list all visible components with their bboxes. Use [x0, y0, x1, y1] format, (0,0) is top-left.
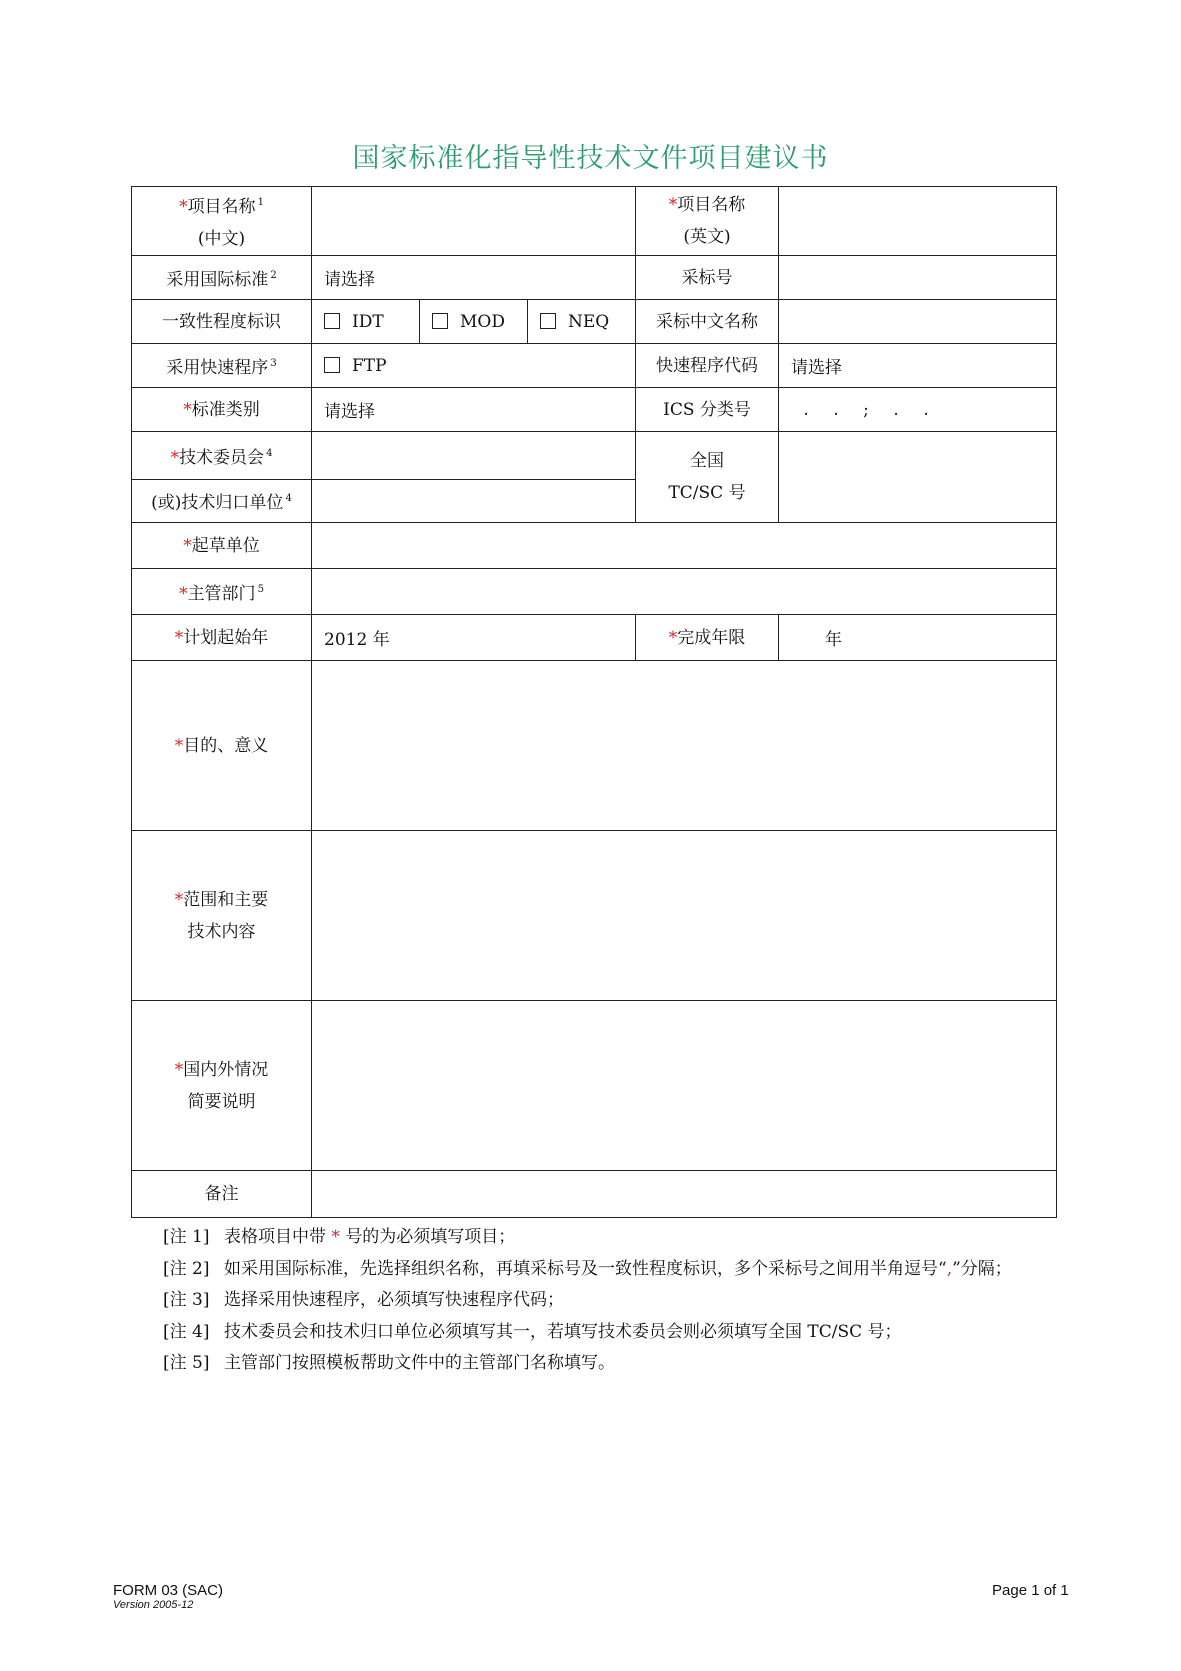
complete-year-field[interactable]: 年 [779, 615, 1057, 661]
adopt-number-field[interactable] [779, 256, 1057, 300]
row-scope [132, 831, 1057, 1001]
footer-page-number: Page 1 of 1 [992, 1582, 1069, 1599]
adopt-cn-name-field[interactable] [779, 300, 1057, 344]
footer-form-info [113, 1582, 223, 1611]
label-project-name-en: *项目名称 (英文) [636, 187, 779, 256]
label-ics: ICS 分类号 [636, 388, 779, 432]
option-neq[interactable]: NEQ [528, 300, 636, 344]
required-star: * [183, 399, 192, 420]
option-idt[interactable]: IDT [312, 300, 420, 344]
label-draft-unit: *起草单位 [132, 523, 312, 569]
tech-committee-field[interactable] [312, 432, 636, 480]
required-star: * [174, 1059, 184, 1080]
intl-standard-select[interactable]: 请选择 [312, 256, 636, 300]
label-dept: *主管部门 $^5$ [132, 569, 312, 615]
row-tech-committee [132, 432, 1057, 480]
row-draft-unit [132, 523, 1057, 569]
project-name-en-field[interactable] [779, 187, 1057, 256]
label-tcsc: 全国 TC/SC 号 [636, 432, 779, 523]
label-remark: 备注 [132, 1171, 312, 1218]
checkbox-mod[interactable] [432, 313, 448, 329]
plan-year-field[interactable]: 2012 年 [312, 615, 636, 661]
label-intl-standard: 采用国际标准 $^2$ [132, 256, 312, 300]
label-consistency: 一致性程度标识 [132, 300, 312, 344]
proposal-form-table [131, 186, 1057, 1218]
row-situation [132, 1001, 1057, 1171]
row-project-name [132, 187, 1057, 256]
row-plan-year [132, 615, 1057, 661]
note-1: [注 1] 表格项目中带 * 号的为必须填写项目； [163, 1227, 516, 1247]
ics-field[interactable]: . . ; . . [779, 388, 1057, 432]
row-fast-track [132, 344, 1057, 388]
tech-unit-field[interactable] [312, 480, 636, 523]
label-scope: *范围和主要 技术内容 [132, 831, 312, 1001]
tcsc-field[interactable] [779, 432, 1057, 523]
required-star: * [183, 535, 192, 556]
label-situation: *国内外情况 简要说明 [132, 1001, 312, 1171]
fast-code-select[interactable]: 请选择 [779, 344, 1057, 388]
row-intl-standard [132, 256, 1057, 300]
required-star: * [668, 195, 678, 215]
checkbox-ftp[interactable] [324, 357, 340, 373]
label-fast-code: 快速程序代码 [636, 344, 779, 388]
label-adopt-number: 采标号 [636, 256, 779, 300]
dept-field[interactable] [312, 569, 1057, 615]
required-star: * [331, 1227, 340, 1247]
label-adopt-cn-name: 采标中文名称 [636, 300, 779, 344]
project-name-cn-field[interactable] [312, 187, 636, 256]
label-std-category: *标准类别 [132, 388, 312, 432]
checkbox-neq[interactable] [540, 313, 556, 329]
label-plan-year: *计划起始年 [132, 615, 312, 661]
purpose-field[interactable] [312, 661, 1057, 831]
row-purpose [132, 661, 1057, 831]
option-ftp[interactable]: FTP [312, 344, 636, 388]
required-star: * [170, 447, 180, 468]
situation-field[interactable] [312, 1001, 1057, 1171]
required-star: * [174, 627, 184, 648]
required-star: * [174, 889, 184, 910]
std-category-select[interactable]: 请选择 [312, 388, 636, 432]
footer-version: Version 2005-12 [113, 1599, 194, 1611]
row-remark [132, 1171, 1057, 1218]
footer-form-code: FORM 03 (SAC) [113, 1582, 224, 1599]
notes-section [163, 1222, 1012, 1380]
required-star: * [179, 583, 188, 604]
form-title: 国家标准化指导性技术文件项目建议书 [352, 143, 829, 174]
label-project-name-cn: *项目名称 $^1$ (中文) [132, 187, 312, 256]
label-purpose: *目的、意义 [132, 661, 312, 831]
row-category [132, 388, 1057, 432]
draft-unit-field[interactable] [312, 523, 1057, 569]
label-fast-track: 采用快速程序 $^3$ [132, 344, 312, 388]
scope-field[interactable] [312, 831, 1057, 1001]
required-star: * [179, 197, 188, 217]
note-4: [注 4] 技术委员会和技术归口单位必须填写其一，若填写技术委员会则必须填写全国 TC/SC 号； [163, 1321, 902, 1342]
note-3: [注 3] 选择采用快速程序，必须填写快速程序代码； [163, 1290, 564, 1310]
note-5: [注 5] 主管部门按照模板帮助文件中的主管部门名称填写。 [163, 1353, 615, 1373]
remark-field[interactable] [312, 1171, 1057, 1218]
row-consistency [132, 300, 1057, 344]
label-tech-unit: (或)技术归口单位 $^4$ [132, 480, 312, 523]
note-2: [注 2] 如采用国际标准，先选择组织名称，再填采标号及一致性程度标识，多个采标号之间用半角逗号“,”分隔； [163, 1258, 1012, 1279]
label-tech-committee: *技术委员会 $^4$ [132, 432, 312, 480]
row-dept [132, 569, 1057, 615]
checkbox-idt[interactable] [324, 313, 340, 329]
required-star: * [668, 627, 678, 648]
label-complete-year: *完成年限 [636, 615, 779, 661]
option-mod[interactable]: MOD [420, 300, 528, 344]
required-star: * [174, 735, 184, 756]
